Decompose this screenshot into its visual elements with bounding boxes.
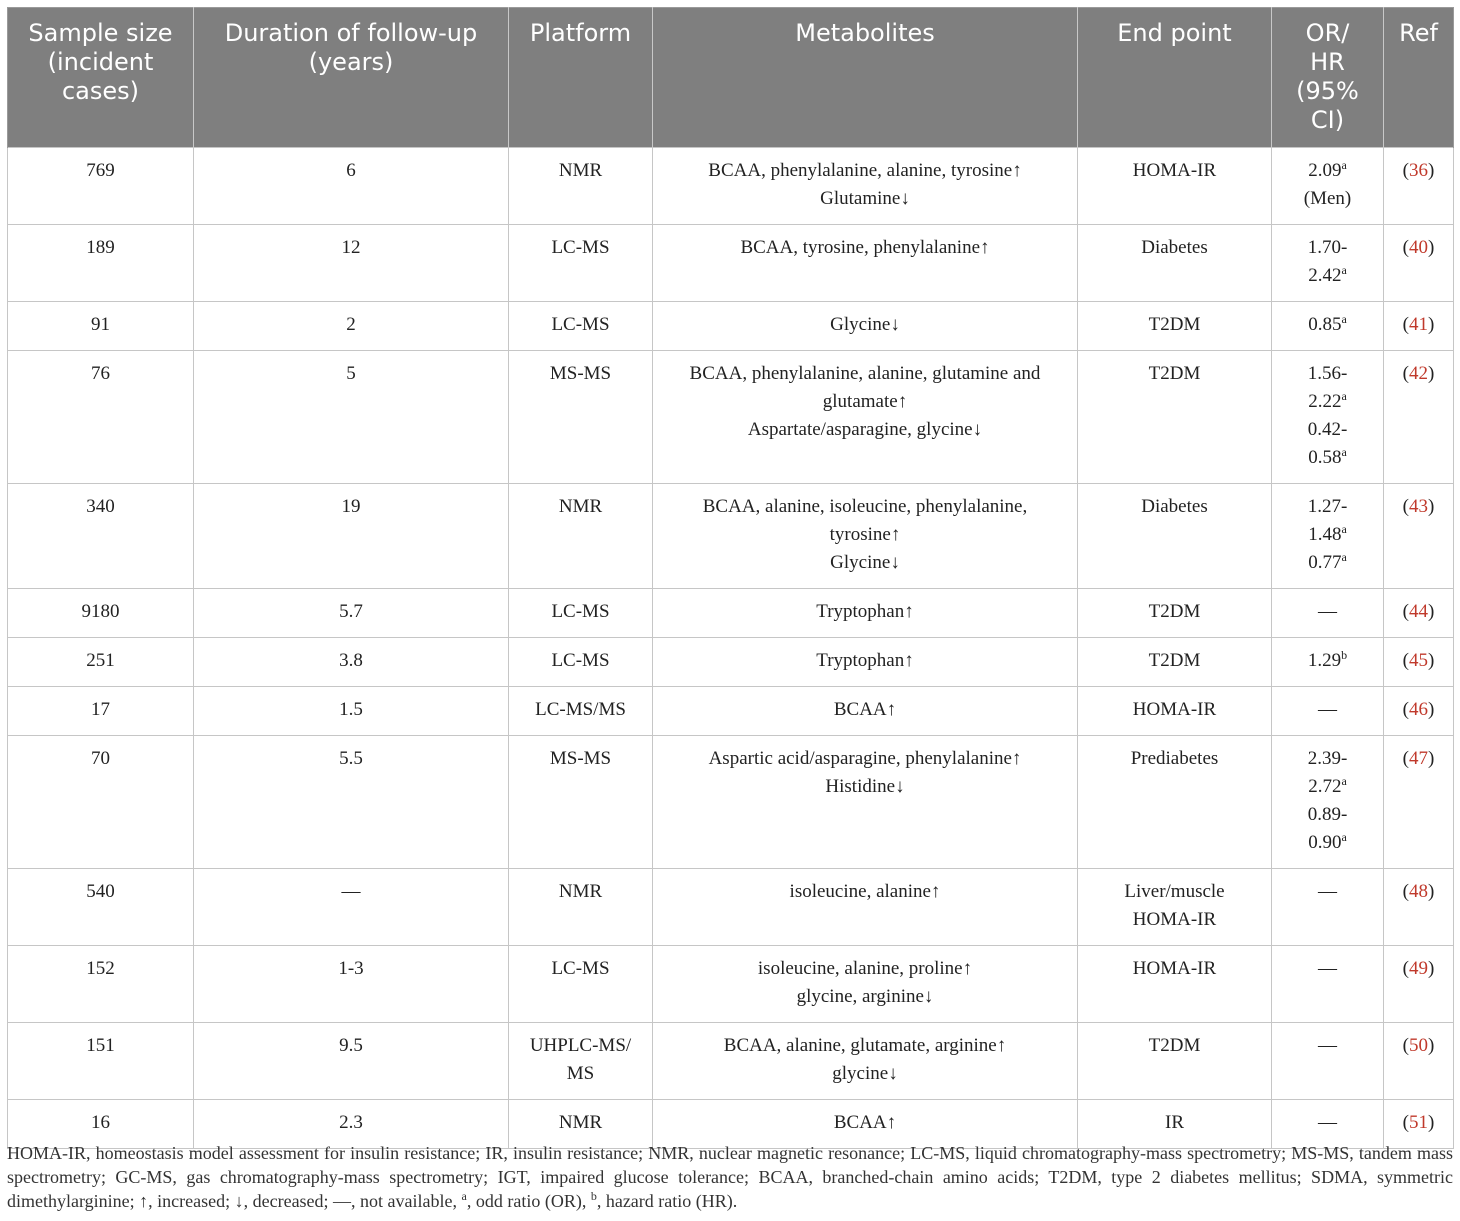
ref-link[interactable]: 41 bbox=[1409, 314, 1428, 335]
cell-duration: 12 bbox=[194, 225, 509, 302]
table-row bbox=[8, 638, 1454, 687]
end-point-line: T2DM bbox=[1148, 601, 1201, 622]
cell-end-point bbox=[1078, 148, 1272, 225]
ref-paren-open: ( bbox=[1402, 1112, 1409, 1133]
or-hr-value: (Men) bbox=[1303, 188, 1352, 209]
or-hr-line bbox=[1278, 521, 1377, 549]
cell-end-point bbox=[1078, 1023, 1272, 1100]
header-sample-size: Sample size (incident cases) bbox=[8, 8, 194, 148]
metabolite-line: BCAA↑ bbox=[833, 1112, 897, 1133]
or-hr-line bbox=[1278, 745, 1377, 773]
cell-ref bbox=[1384, 638, 1454, 687]
metabolite-line: BCAA↑ bbox=[833, 699, 897, 720]
cell-ref bbox=[1384, 946, 1454, 1023]
metabolite-line: isoleucine, alanine, proline↑ bbox=[757, 958, 973, 979]
cell-sample-size: 17 bbox=[8, 687, 194, 736]
cell-metabolites bbox=[653, 225, 1078, 302]
or-hr-value: 1.48 bbox=[1308, 524, 1342, 545]
header-duration: Duration of follow-up (years) bbox=[194, 8, 509, 148]
or-hr-superscript: a bbox=[1341, 312, 1347, 326]
cell-end-point bbox=[1078, 589, 1272, 638]
ref-paren-open: ( bbox=[1402, 363, 1409, 384]
ref-paren-close: ) bbox=[1428, 699, 1435, 720]
metabolite-line: BCAA, alanine, isoleucine, phenylalanine, bbox=[702, 496, 1028, 517]
or-hr-value: 0.42- bbox=[1307, 419, 1348, 440]
metabolite-line: BCAA, tyrosine, phenylalanine↑ bbox=[740, 237, 990, 258]
cell-metabolites bbox=[653, 589, 1078, 638]
platform-line: MS-MS bbox=[549, 363, 612, 384]
ref-paren-open: ( bbox=[1402, 601, 1409, 622]
cell-platform bbox=[509, 225, 653, 302]
cell-end-point bbox=[1078, 351, 1272, 484]
or-hr-value: 0.58 bbox=[1308, 447, 1342, 468]
ref-paren-close: ) bbox=[1428, 237, 1435, 258]
end-point-line: T2DM bbox=[1148, 363, 1201, 384]
cell-platform bbox=[509, 589, 653, 638]
cell-or-hr bbox=[1272, 351, 1384, 484]
end-point-line: HOMA-IR bbox=[1132, 909, 1217, 930]
metabolite-line: Glycine↓ bbox=[830, 552, 900, 573]
ref-paren-close: ) bbox=[1428, 650, 1435, 671]
ref-link[interactable]: 43 bbox=[1409, 496, 1428, 517]
or-hr-value: 2.72 bbox=[1308, 776, 1342, 797]
cell-duration: 9.5 bbox=[194, 1023, 509, 1100]
or-hr-value: — bbox=[1318, 1035, 1337, 1056]
or-hr-line bbox=[1278, 801, 1377, 829]
platform-line: UHPLC-MS/ bbox=[529, 1035, 632, 1056]
cell-ref bbox=[1384, 736, 1454, 869]
cell-ref bbox=[1384, 225, 1454, 302]
footnote-text-a: , odd ratio (OR), bbox=[466, 1191, 591, 1211]
platform-line: LC-MS bbox=[551, 314, 610, 335]
or-hr-line bbox=[1278, 598, 1377, 626]
cell-sample-size: 189 bbox=[8, 225, 194, 302]
cell-end-point bbox=[1078, 946, 1272, 1023]
cell-metabolites bbox=[653, 148, 1078, 225]
cell-platform bbox=[509, 484, 653, 589]
header-or-hr: OR/ HR (95% CI) bbox=[1272, 8, 1384, 148]
or-hr-value: 0.77 bbox=[1308, 552, 1342, 573]
header-ref: Ref bbox=[1384, 8, 1454, 148]
platform-line: NMR bbox=[558, 1112, 603, 1133]
ref-link[interactable]: 50 bbox=[1409, 1035, 1428, 1056]
cell-sample-size: 9180 bbox=[8, 589, 194, 638]
or-hr-value: 2.09 bbox=[1308, 160, 1342, 181]
table-row bbox=[8, 148, 1454, 225]
cell-sample-size: 340 bbox=[8, 484, 194, 589]
or-hr-superscript: a bbox=[1341, 830, 1347, 844]
cell-platform bbox=[509, 736, 653, 869]
cell-platform bbox=[509, 869, 653, 946]
ref-link[interactable]: 45 bbox=[1409, 650, 1428, 671]
end-point-line: Prediabetes bbox=[1130, 748, 1219, 769]
end-point-line: T2DM bbox=[1148, 650, 1201, 671]
footnote-sup-a: a bbox=[461, 1189, 467, 1203]
table-row bbox=[8, 225, 1454, 302]
cell-duration: 3.8 bbox=[194, 638, 509, 687]
ref-paren-open: ( bbox=[1402, 314, 1409, 335]
ref-paren-open: ( bbox=[1402, 881, 1409, 902]
cell-or-hr bbox=[1272, 484, 1384, 589]
cell-duration: 6 bbox=[194, 148, 509, 225]
cell-end-point bbox=[1078, 869, 1272, 946]
or-hr-line bbox=[1278, 647, 1377, 675]
ref-paren-close: ) bbox=[1428, 748, 1435, 769]
metabolite-line: glutamate↑ bbox=[822, 391, 908, 412]
metabolite-line: Tryptophan↑ bbox=[816, 650, 914, 671]
table-row bbox=[8, 589, 1454, 638]
table-row bbox=[8, 946, 1454, 1023]
cell-platform bbox=[509, 946, 653, 1023]
or-hr-line bbox=[1278, 360, 1377, 388]
ref-link[interactable]: 49 bbox=[1409, 958, 1428, 979]
ref-paren-open: ( bbox=[1402, 160, 1409, 181]
cell-end-point bbox=[1078, 225, 1272, 302]
or-hr-line bbox=[1278, 416, 1377, 444]
end-point-line: T2DM bbox=[1148, 314, 1201, 335]
platform-line: LC-MS bbox=[551, 237, 610, 258]
cell-metabolites bbox=[653, 869, 1078, 946]
table-row bbox=[8, 1023, 1454, 1100]
platform-line: NMR bbox=[558, 160, 603, 181]
footnote-text: HOMA-IR, homeostasis model assessment for insulin resistance; IR, insulin resistance; NMR, nuclear magnetic resonance; LC-MS, liquid chromatography-mass spectrometry; MS-MS, tandem mass spectrometry; GC-MS, gas chromatography-mass spectrometry; IGT, impaired glucose tolerance; BCAA, branched-chain amino acids; T2DM, type 2 diabetes mellitus; SDMA, symmetric dimethylarginine; ↑, increased; ↓, decreased; —, not available, bbox=[7, 1143, 1453, 1211]
ref-paren-open: ( bbox=[1402, 237, 1409, 258]
or-hr-value: — bbox=[1318, 699, 1337, 720]
or-hr-line bbox=[1278, 955, 1377, 983]
or-hr-line bbox=[1278, 1109, 1377, 1137]
cell-metabolites bbox=[653, 1023, 1078, 1100]
cell-or-hr bbox=[1272, 589, 1384, 638]
or-hr-line bbox=[1278, 262, 1377, 290]
or-hr-line bbox=[1278, 773, 1377, 801]
ref-paren-close: ) bbox=[1428, 1035, 1435, 1056]
cell-platform bbox=[509, 148, 653, 225]
cell-metabolites bbox=[653, 946, 1078, 1023]
or-hr-line bbox=[1278, 185, 1377, 213]
ref-paren-open: ( bbox=[1402, 650, 1409, 671]
end-point-line: HOMA-IR bbox=[1132, 699, 1217, 720]
cell-sample-size: 769 bbox=[8, 148, 194, 225]
or-hr-line bbox=[1278, 311, 1377, 339]
table-footnote bbox=[7, 1141, 1453, 1213]
metabolite-line: BCAA, alanine, glutamate, arginine↑ bbox=[723, 1035, 1007, 1056]
ref-link[interactable]: 44 bbox=[1409, 601, 1428, 622]
platform-line: NMR bbox=[558, 881, 603, 902]
cell-ref bbox=[1384, 687, 1454, 736]
ref-paren-close: ) bbox=[1428, 160, 1435, 181]
or-hr-line bbox=[1278, 493, 1377, 521]
metabolite-line: Glycine↓ bbox=[830, 314, 900, 335]
cell-duration: 2.3 bbox=[194, 1100, 509, 1149]
platform-line: MS-MS bbox=[549, 748, 612, 769]
or-hr-superscript: a bbox=[1341, 445, 1347, 459]
table-row bbox=[8, 302, 1454, 351]
cell-or-hr bbox=[1272, 148, 1384, 225]
or-hr-superscript: a bbox=[1341, 774, 1347, 788]
metabolite-line: tyrosine↑ bbox=[829, 524, 901, 545]
or-hr-value: 0.85 bbox=[1308, 314, 1342, 335]
cell-or-hr bbox=[1272, 736, 1384, 869]
platform-line: LC-MS bbox=[551, 601, 610, 622]
cell-sample-size: 251 bbox=[8, 638, 194, 687]
or-hr-line bbox=[1278, 829, 1377, 857]
cell-platform bbox=[509, 302, 653, 351]
or-hr-value: — bbox=[1318, 601, 1337, 622]
or-hr-value: 0.90 bbox=[1308, 832, 1342, 853]
cell-or-hr bbox=[1272, 946, 1384, 1023]
cell-platform bbox=[509, 1023, 653, 1100]
end-point-line: Liver/muscle bbox=[1124, 881, 1225, 902]
platform-line: LC-MS bbox=[551, 650, 610, 671]
table-row bbox=[8, 687, 1454, 736]
table-row bbox=[8, 484, 1454, 589]
end-point-line: Diabetes bbox=[1141, 496, 1208, 517]
or-hr-line bbox=[1278, 444, 1377, 472]
metabolites-table bbox=[7, 7, 1454, 1149]
ref-paren-close: ) bbox=[1428, 601, 1435, 622]
end-point-line: IR bbox=[1165, 1112, 1184, 1133]
or-hr-value: 1.56- bbox=[1307, 363, 1348, 384]
or-hr-line bbox=[1278, 234, 1377, 262]
cell-platform bbox=[509, 687, 653, 736]
cell-or-hr bbox=[1272, 687, 1384, 736]
end-point-line: T2DM bbox=[1148, 1035, 1201, 1056]
cell-ref bbox=[1384, 589, 1454, 638]
cell-or-hr bbox=[1272, 869, 1384, 946]
table-row bbox=[8, 869, 1454, 946]
ref-paren-close: ) bbox=[1428, 1112, 1435, 1133]
header-end-point: End point bbox=[1078, 8, 1272, 148]
end-point-line: HOMA-IR bbox=[1132, 958, 1217, 979]
or-hr-line bbox=[1278, 878, 1377, 906]
header-platform: Platform bbox=[509, 8, 653, 148]
metabolite-line: Tryptophan↑ bbox=[816, 601, 914, 622]
header-row bbox=[8, 8, 1454, 148]
cell-sample-size: 76 bbox=[8, 351, 194, 484]
or-hr-superscript: b bbox=[1341, 648, 1348, 662]
cell-end-point bbox=[1078, 736, 1272, 869]
ref-link[interactable]: 40 bbox=[1409, 237, 1428, 258]
or-hr-line bbox=[1278, 549, 1377, 577]
cell-platform bbox=[509, 638, 653, 687]
cell-duration: 5 bbox=[194, 351, 509, 484]
metabolite-line: BCAA, phenylalanine, alanine, glutamine and bbox=[689, 363, 1041, 384]
cell-duration: 5.7 bbox=[194, 589, 509, 638]
cell-sample-size: 152 bbox=[8, 946, 194, 1023]
cell-duration: — bbox=[194, 869, 509, 946]
or-hr-value: 0.89- bbox=[1307, 804, 1348, 825]
or-hr-line bbox=[1278, 1032, 1377, 1060]
or-hr-value: 2.42 bbox=[1308, 265, 1342, 286]
ref-link[interactable]: 42 bbox=[1409, 363, 1428, 384]
or-hr-value: 1.27- bbox=[1307, 496, 1348, 517]
ref-paren-close: ) bbox=[1428, 496, 1435, 517]
metabolite-line: BCAA, phenylalanine, alanine, tyrosine↑ bbox=[708, 160, 1022, 181]
ref-link[interactable]: 48 bbox=[1409, 881, 1428, 902]
or-hr-line bbox=[1278, 696, 1377, 724]
ref-link[interactable]: 36 bbox=[1409, 160, 1428, 181]
ref-link[interactable]: 46 bbox=[1409, 699, 1428, 720]
ref-paren-open: ( bbox=[1402, 496, 1409, 517]
cell-end-point bbox=[1078, 302, 1272, 351]
ref-paren-open: ( bbox=[1402, 699, 1409, 720]
cell-metabolites bbox=[653, 638, 1078, 687]
ref-paren-close: ) bbox=[1428, 881, 1435, 902]
ref-paren-close: ) bbox=[1428, 363, 1435, 384]
ref-paren-open: ( bbox=[1402, 748, 1409, 769]
or-hr-value: — bbox=[1318, 1112, 1337, 1133]
end-point-line: Diabetes bbox=[1141, 237, 1208, 258]
or-hr-superscript: a bbox=[1341, 263, 1347, 277]
or-hr-superscript: a bbox=[1341, 158, 1347, 172]
or-hr-value: 2.22 bbox=[1308, 391, 1342, 412]
platform-line: LC-MS bbox=[551, 958, 610, 979]
ref-link[interactable]: 47 bbox=[1409, 748, 1428, 769]
metabolite-line: Aspartic acid/asparagine, phenylalanine↑ bbox=[708, 748, 1022, 769]
cell-metabolites bbox=[653, 687, 1078, 736]
or-hr-value: 1.29 bbox=[1307, 650, 1342, 671]
cell-metabolites bbox=[653, 302, 1078, 351]
platform-line: MS bbox=[566, 1063, 595, 1084]
footnote-text-b: , hazard ratio (HR). bbox=[596, 1191, 738, 1211]
cell-ref bbox=[1384, 351, 1454, 484]
cell-duration: 1.5 bbox=[194, 687, 509, 736]
cell-sample-size: 70 bbox=[8, 736, 194, 869]
ref-link[interactable]: 51 bbox=[1409, 1112, 1428, 1133]
cell-sample-size: 151 bbox=[8, 1023, 194, 1100]
cell-end-point bbox=[1078, 638, 1272, 687]
or-hr-value: 2.39- bbox=[1307, 748, 1348, 769]
or-hr-value: 1.70- bbox=[1307, 237, 1348, 258]
cell-or-hr bbox=[1272, 225, 1384, 302]
cell-duration: 1-3 bbox=[194, 946, 509, 1023]
cell-sample-size: 16 bbox=[8, 1100, 194, 1149]
metabolite-line: isoleucine, alanine↑ bbox=[789, 881, 941, 902]
ref-paren-close: ) bbox=[1428, 958, 1435, 979]
cell-ref bbox=[1384, 484, 1454, 589]
cell-ref bbox=[1384, 1023, 1454, 1100]
cell-duration: 19 bbox=[194, 484, 509, 589]
metabolite-line: Glutamine↓ bbox=[820, 188, 910, 209]
or-hr-line bbox=[1278, 157, 1377, 185]
ref-paren-open: ( bbox=[1402, 958, 1409, 979]
ref-paren-open: ( bbox=[1402, 1035, 1409, 1056]
cell-sample-size: 91 bbox=[8, 302, 194, 351]
metabolite-line: Aspartate/asparagine, glycine↓ bbox=[747, 419, 983, 440]
platform-line: LC-MS/MS bbox=[535, 699, 626, 720]
table-row bbox=[8, 351, 1454, 484]
or-hr-superscript: a bbox=[1341, 522, 1347, 536]
ref-paren-close: ) bbox=[1428, 314, 1435, 335]
cell-metabolites bbox=[653, 736, 1078, 869]
cell-platform bbox=[509, 351, 653, 484]
cell-ref bbox=[1384, 148, 1454, 225]
header-metabolites: Metabolites bbox=[653, 8, 1078, 148]
platform-line: NMR bbox=[558, 496, 603, 517]
cell-metabolites bbox=[653, 484, 1078, 589]
cell-ref bbox=[1384, 302, 1454, 351]
or-hr-line bbox=[1278, 388, 1377, 416]
metabolite-line: glycine↓ bbox=[832, 1063, 898, 1084]
cell-ref bbox=[1384, 869, 1454, 946]
or-hr-superscript: a bbox=[1341, 550, 1347, 564]
metabolite-line: Histidine↓ bbox=[825, 776, 905, 797]
metabolite-line: glycine, arginine↓ bbox=[796, 986, 934, 1007]
footnote-sup-b: b bbox=[590, 1189, 597, 1203]
or-hr-value: — bbox=[1318, 881, 1337, 902]
cell-end-point bbox=[1078, 484, 1272, 589]
cell-sample-size: 540 bbox=[8, 869, 194, 946]
cell-end-point bbox=[1078, 687, 1272, 736]
cell-or-hr bbox=[1272, 302, 1384, 351]
table-row bbox=[8, 736, 1454, 869]
cell-or-hr bbox=[1272, 638, 1384, 687]
cell-duration: 5.5 bbox=[194, 736, 509, 869]
metabolites-table-container bbox=[7, 7, 1453, 1149]
cell-duration: 2 bbox=[194, 302, 509, 351]
cell-or-hr bbox=[1272, 1023, 1384, 1100]
or-hr-value: — bbox=[1318, 958, 1337, 979]
end-point-line: HOMA-IR bbox=[1132, 160, 1217, 181]
cell-metabolites bbox=[653, 351, 1078, 484]
or-hr-superscript: a bbox=[1341, 389, 1347, 403]
